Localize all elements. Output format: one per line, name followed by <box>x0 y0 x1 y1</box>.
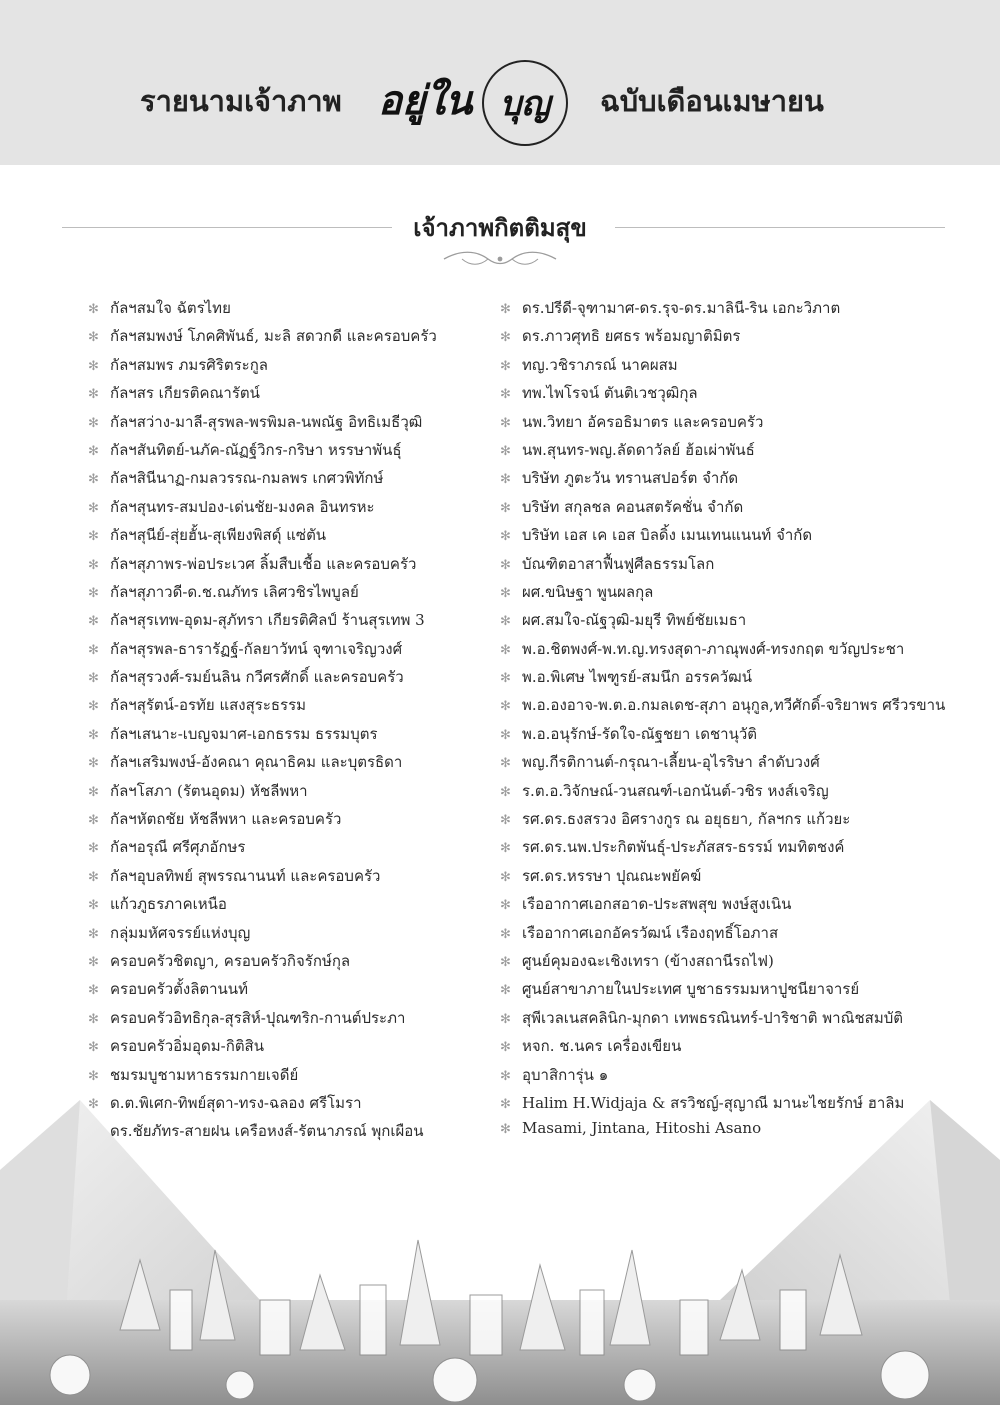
bullet-icon: ✻ <box>88 727 99 743</box>
ornament-flourish-icon <box>440 248 560 270</box>
donor-name: กัลฯเสริมพงษ์-อังคณา คุณาธิคม และบุตรธิดา <box>110 753 403 772</box>
bullet-icon: ✻ <box>500 983 511 999</box>
donor-name: นพ.สุนทร-พญ.ลัดดาวัลย์ ฮ้อเผ่าพันธ์ <box>522 440 755 459</box>
list-item <box>88 921 498 949</box>
bullet-icon: ✻ <box>500 302 511 317</box>
list-item <box>88 835 498 863</box>
donor-name: หจก. ช.นคร เครื่องเขียน <box>522 1037 682 1056</box>
bullet-icon: ✻ <box>500 1040 511 1056</box>
list-item <box>88 949 498 977</box>
logo-circle <box>482 60 568 146</box>
bullet-icon: ✻ <box>88 557 99 573</box>
donor-name: Halim H.Widjaja & สรวิชญ์-สุญาณี มานะไชยรักษ์ ฮาลิม <box>522 1093 905 1112</box>
donor-name: ดร.ปรีดี-จุฑามาศ-ดร.รุจ-ดร.มาลินี-ริน เอกะวิภาต <box>522 299 841 317</box>
list-item <box>88 438 498 466</box>
bullet-icon: ✻ <box>500 472 511 488</box>
list-item <box>500 807 960 835</box>
list-item <box>88 580 498 608</box>
bullet-icon: ✻ <box>500 585 511 601</box>
list-item <box>500 381 960 409</box>
donor-name: กัลฯอรุณี ศรีศุภอักษร <box>110 838 246 857</box>
bullet-icon: ✻ <box>500 813 511 829</box>
name-list-right <box>500 296 960 1148</box>
donor-name: รศ.ดร.นพ.ประกิตพันธุ์-ประภัสสร-ธรรม์ ทมทิตชงค์ <box>522 838 845 857</box>
donor-name: กัลฯสว่าง-มาลี-สุรพล-พรพิมล-นพณัฐ อิทธิเมธีวุฒิ <box>110 412 423 431</box>
list-item <box>88 807 498 835</box>
bullet-icon: ✻ <box>500 869 511 885</box>
list-item <box>500 1063 960 1091</box>
bullet-icon: ✻ <box>500 415 511 431</box>
list-item <box>88 552 498 580</box>
list-item <box>500 324 960 352</box>
list-item <box>500 296 960 324</box>
logo-script-text: อยู่ใน <box>378 77 473 124</box>
donor-name: ครอบครัวอิทธิกุล-สุรสิห์-ปุณฑริก-กานต์ประภา <box>110 1008 406 1027</box>
header-title-left: รายนามเจ้าภาพ <box>140 84 342 118</box>
list-item <box>88 722 498 750</box>
bullet-icon: ✻ <box>88 443 99 459</box>
list-item <box>500 438 960 466</box>
bullet-icon: ✻ <box>500 557 511 573</box>
list-item <box>88 1006 498 1034</box>
list-item <box>88 1063 498 1091</box>
bullet-icon: ✻ <box>88 869 99 885</box>
list-item <box>88 495 498 523</box>
bullet-icon: ✻ <box>500 699 511 715</box>
list-item <box>500 580 960 608</box>
bullet-icon: ✻ <box>88 358 99 374</box>
bullet-icon: ✻ <box>500 727 511 743</box>
name-list-left <box>88 296 498 1148</box>
list-item <box>500 779 960 807</box>
donor-name: ผศ.สมใจ-ณัฐวุฒิ-มยุรี ทิพย์ชัยเมธา <box>522 611 747 630</box>
donor-name: กัลฯสุรวงศ์-รมย์นลิน กวีศรศักดิ์ และครอบครัว <box>110 668 404 687</box>
donor-name: กัลฯสุนีย์-สุ่ยฮั้น-สุเพียงพิสดุ์ แซ่ตัน <box>110 526 327 545</box>
list-item <box>500 466 960 494</box>
magazine-logo <box>378 60 593 150</box>
bullet-icon: ✻ <box>500 387 511 403</box>
donor-name: กัลฯสุนทร-สมปอง-เด่นชัย-มงคล อินทรหะ <box>110 497 375 516</box>
list-item <box>500 835 960 863</box>
bullet-icon: ✻ <box>500 500 511 516</box>
donor-name: บัณฑิตอาสาฟื้นฟูศีลธรรมโลก <box>522 554 715 573</box>
bullet-icon: ✻ <box>88 614 99 630</box>
bullet-icon: ✻ <box>500 330 511 346</box>
bullet-icon: ✻ <box>500 1096 511 1112</box>
list-item <box>88 779 498 807</box>
bullet-icon: ✻ <box>88 585 99 601</box>
bullet-icon: ✻ <box>88 841 99 857</box>
bullet-icon: ✻ <box>500 784 511 800</box>
donor-name: กัลฯโสภา (รัตนอุดม) หัชลีพหา <box>110 781 308 800</box>
donor-name: เรืออากาศเอกอัครวัฒน์ เรืองฤทธิ์โอภาส <box>522 923 779 942</box>
list-item <box>500 892 960 920</box>
donor-name: พ.อ.องอาจ-พ.ต.อ.กมลเดช-สุภา อนุกูล,ทวีศักดิ์-จริยาพร ศรีวรขาน <box>522 696 946 715</box>
bullet-icon: ✻ <box>88 898 99 914</box>
bullet-icon: ✻ <box>88 642 99 658</box>
bullet-icon: ✻ <box>88 529 99 545</box>
donor-name: กัลฯสุภาพร-พ่อประเวศ ลิ้มสืบเชื้อ และครอบครัว <box>110 554 417 573</box>
bullet-icon: ✻ <box>500 358 511 374</box>
bullet-icon: ✻ <box>500 614 511 630</box>
donor-name: เรืออากาศเอกสอาด-ประสพสุข พงษ์สูงเนิน <box>522 895 792 914</box>
donor-name: กัลฯสุรัตน์-อรทัย แสงสุระธรรม <box>110 696 307 715</box>
bullet-icon: ✻ <box>88 671 99 687</box>
list-item <box>88 864 498 892</box>
list-item <box>500 637 960 665</box>
donor-name: กัลฯสินีนาฏ-กมลวรรณ-กมลพร เกศวพิทักษ์ <box>110 469 384 488</box>
donor-name: ดร.ชัยภัทร-สายฝน เครือหงส์-รัตนาภรณ์ พุกเผือน <box>110 1122 424 1141</box>
list-item <box>88 296 498 324</box>
donor-name: กัลฯสันทิตย์-นภัค-ณัฏฐ์วิกร-กริษา หรรษาพันธุ์ <box>110 440 402 459</box>
list-item <box>500 977 960 1005</box>
donor-name: ทญ.วชิราภรณ์ นาคผสม <box>522 355 678 374</box>
donor-name: ร.ต.อ.วิจักษณ์-วนสณฑ์-เอกนันต์-วชิร หงส์เจริญ <box>522 781 829 800</box>
donor-name: กัลฯสุรพล-ธารารัฏฐ์-กัลยาวัทน์ จุฑาเจริญวงศ์ <box>110 639 403 658</box>
list-item <box>500 523 960 551</box>
list-item <box>500 608 960 636</box>
list-item <box>88 693 498 721</box>
list-item <box>500 495 960 523</box>
donor-name: กัลฯอุบลทิพย์ สุพรรณานนท์ และครอบครัว <box>110 866 381 885</box>
donor-name: นพ.วิทยา อัครอธิมาตร และครอบครัว <box>522 412 764 431</box>
bullet-icon: ✻ <box>500 898 511 914</box>
list-item <box>500 693 960 721</box>
donor-name: บริษัท สกุลชล คอนสตรัคชั่น จำกัด <box>522 497 744 516</box>
donor-name: ศูนย์คุมองฉะเชิงเทรา (ข้างสถานีรถไฟ) <box>522 951 774 970</box>
list-item <box>88 750 498 778</box>
donor-name: Masami, Jintana, Hitoshi Asano <box>522 1119 762 1138</box>
bullet-icon: ✻ <box>88 500 99 516</box>
bullet-icon: ✻ <box>88 387 99 403</box>
donor-name: ครอบครัวชิตญา, ครอบครัวกิจรักษ์กุล <box>110 951 351 970</box>
bullet-icon: ✻ <box>88 1040 99 1056</box>
list-item <box>88 410 498 438</box>
donor-name: กลุ่มมหัศจรรย์แห่งบุญ <box>110 923 251 942</box>
bullet-icon: ✻ <box>500 841 511 857</box>
donor-name: ครอบครัวอิ่มอุดม-กิติสิน <box>110 1037 264 1056</box>
donor-name: ผศ.ขนิษฐา พูนผลกุล <box>522 582 654 601</box>
donor-name: รศ.ดร.ธงสรวง อิศรางกูร ณ อยุธยา, กัลฯกร แก้วยะ <box>522 810 851 829</box>
donor-name: กัลฯเสนาะ-เบญจมาศ-เอกธรรม ธรรมบุตร <box>110 724 378 743</box>
bullet-icon: ✻ <box>500 671 511 687</box>
list-item <box>500 722 960 750</box>
bullet-icon: ✻ <box>88 784 99 800</box>
bullet-icon: ✻ <box>500 529 511 545</box>
list-item <box>88 381 498 409</box>
donor-name: พ.อ.อนุรักษ์-รัดใจ-ณัฐชยา เดชานุวัติ <box>522 724 758 743</box>
donor-name: ศูนย์สาขาภายในประเทศ บูชาธรรมมหาปูชนียาจารย์ <box>522 980 860 999</box>
bullet-icon: ✻ <box>88 699 99 715</box>
bullet-icon: ✻ <box>500 926 511 942</box>
donor-name: กัลฯสร เกียรติคณารัตน์ <box>110 384 260 403</box>
donor-name: ครอบครัวตั้งลิตานนท์ <box>110 980 248 999</box>
list-item <box>88 665 498 693</box>
title-rule-right <box>615 227 945 228</box>
bullet-icon: ✻ <box>88 1011 99 1027</box>
list-item <box>500 921 960 949</box>
list-item <box>88 523 498 551</box>
bullet-icon: ✻ <box>88 472 99 488</box>
bullet-icon: ✻ <box>88 1096 99 1112</box>
donor-name: พ.อ.พิเศษ ไพฑูรย์-สมนึก อรรควัฒน์ <box>522 668 752 687</box>
bullet-icon: ✻ <box>88 415 99 431</box>
list-item <box>500 1034 960 1062</box>
bullet-icon: ✻ <box>500 756 511 772</box>
list-item <box>500 1006 960 1034</box>
donor-name: กัลฯสุภาวดี-ด.ช.ณภัทร เลิศวชิรไพบูลย์ <box>110 582 359 601</box>
donor-name: บริษัท ภูตะวัน ทรานสปอร์ต จำกัด <box>522 469 739 488</box>
donor-name: สุพีเวลเนสคลินิก-มุกดา เทพธรณินทร์-ปาริชาติ พาณิชสมบัติ <box>522 1008 903 1027</box>
list-item <box>88 977 498 1005</box>
list-item <box>88 892 498 920</box>
bullet-icon: ✻ <box>88 756 99 772</box>
list-item <box>88 466 498 494</box>
bullet-icon: ✻ <box>500 642 511 658</box>
donor-name: กัลฯสุรเทพ-อุดม-สุภัทรา เกียรติศิลป์ ร้านสุรเทพ 3 <box>110 611 425 630</box>
bullet-icon: ✻ <box>500 1011 511 1027</box>
donor-name: กัลฯสมพร ภมรศิริตระกูล <box>110 355 268 374</box>
donor-name: ด.ต.พิเศก-ทิพย์สุดา-ทรง-ฉลอง ศรีโมรา <box>110 1093 362 1112</box>
header-title-right: ฉบับเดือนเมษายน <box>600 84 824 118</box>
donor-name: ทพ.ไพโรจน์ ตันติเวชวุฒิกุล <box>522 384 698 403</box>
bullet-icon: ✻ <box>500 1122 511 1138</box>
list-item <box>500 410 960 438</box>
donor-name: ดร.ภาวศุทธิ ยศธร พร้อมญาติมิตร <box>522 327 741 346</box>
donor-name: กัลฯสมพงษ์ โภคศิพันธ์, มะลิ สดวกดี และครอบครัว <box>110 327 437 346</box>
list-item <box>500 665 960 693</box>
list-item <box>88 353 498 381</box>
list-item <box>500 552 960 580</box>
list-item <box>88 324 498 352</box>
bullet-icon: ✻ <box>88 813 99 829</box>
bullet-icon: ✻ <box>88 954 99 970</box>
donor-name: กัลฯหัตถชัย หัชลีพหา และครอบครัว <box>110 810 342 829</box>
donor-name: รศ.ดร.หรรษา ปุณณะพยัคฆ์ <box>522 866 702 885</box>
list-item <box>88 1034 498 1062</box>
bullet-icon: ✻ <box>500 443 511 459</box>
logo-circle-text: บุญ <box>499 84 551 124</box>
list-item <box>500 353 960 381</box>
donor-name: แก้วภูธรภาคเหนือ <box>110 895 227 914</box>
donor-name: บริษัท เอส เค เอส บิลดิ้ง เมนเทนแนนท์ จำกัด <box>522 526 813 545</box>
bullet-icon: ✻ <box>88 926 99 942</box>
list-item <box>88 637 498 665</box>
section-title: เจ้าภาพกิตติมสุข <box>413 214 587 242</box>
bullet-icon: ✻ <box>500 954 511 970</box>
bullet-icon: ✻ <box>88 302 99 317</box>
bullet-icon: ✻ <box>500 1068 511 1084</box>
donor-name: พ.อ.ชิตพงศ์-พ.ท.ญ.ทรงสุดา-ภาณุพงศ์-ทรงกฤต ขวัญประชา <box>522 639 905 658</box>
list-item <box>500 949 960 977</box>
bullet-icon: ✻ <box>88 1068 99 1084</box>
donor-name: ชมรมบูชามหาธรรมกายเจดีย์ <box>110 1065 299 1084</box>
donor-name: กัลฯสมใจ ฉัตรไทย <box>110 299 231 317</box>
crystal-pyramid-illustration <box>0 1100 1000 1405</box>
bullet-icon: ✻ <box>88 983 99 999</box>
donor-name: อุบาสิการุ่น ๑ <box>522 1065 609 1084</box>
bullet-icon: ✻ <box>88 330 99 346</box>
donor-name: พญ.กีรติกานต์-กรุณา-เลี้ยน-อุไรริษา ลำดับวงศ์ <box>522 753 820 772</box>
list-item <box>500 864 960 892</box>
list-item <box>88 608 498 636</box>
list-item <box>500 750 960 778</box>
